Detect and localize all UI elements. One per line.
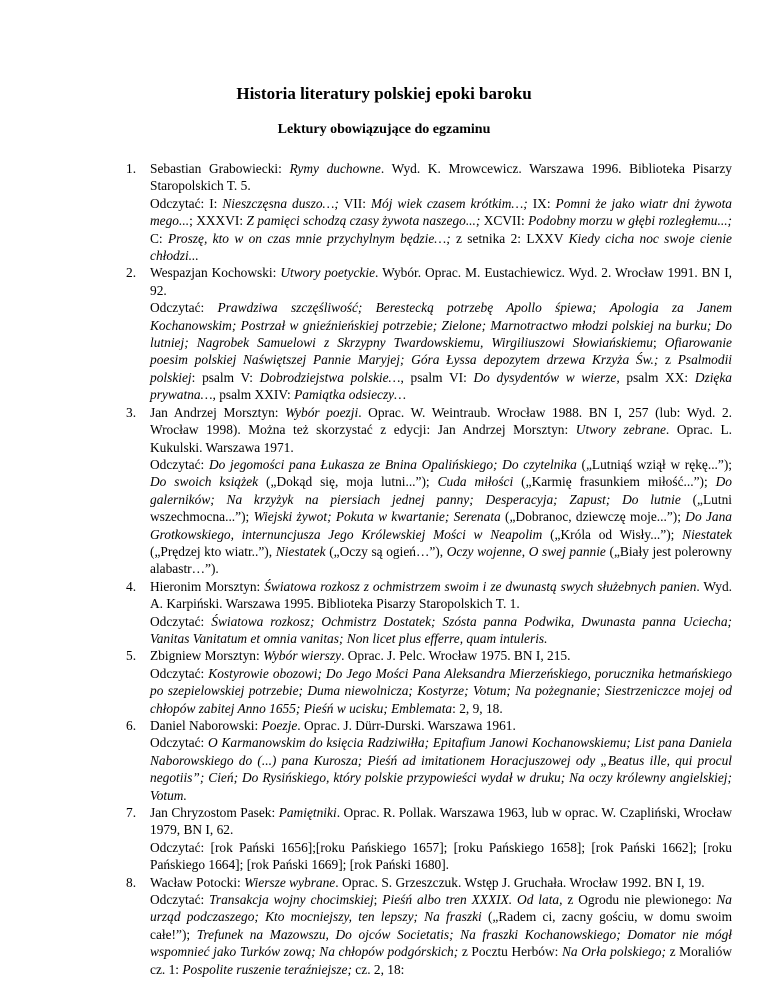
list-item-number: 4.	[126, 578, 137, 594]
list-item	[126, 717, 733, 804]
document-title: Historia literatury polskiej epoki baroku	[236, 84, 532, 103]
list-item	[126, 578, 733, 648]
list-item-number: 8.	[126, 874, 137, 890]
list-item-text: Hieronim Morsztyn: Światowa rozkosz z ochmistrzem swoim i ze dwunastą swych służebnych panien. Wyd. A. Karpiński. Warszawa 1995. Biblioteka Pisarzy Staropolskich T. 1. Odczytać: Światowa rozkosz; Ochmistrz Dostatek; Szósta panna Podwika, Dwunasta panna Uciecha; Vanitas Vanitatum et omnia vanitas; Non licet plus efferre, quam intuleris.	[150, 578, 733, 646]
list-item-text: Wacław Potocki: Wiersze wybrane. Oprac. S. Grzeszczuk. Wstęp J. Gruchała. Wrocław 1992. BN I, 19. Odczytać: Transakcja wojny chocimskiej; Pieśń albo tren XXXIX. Od lata, z Ogrodu nie plewionego: Na urząd podczaszego; Kto mocniejszy, ten lepszy; Na fraszki („Radem ci, zacny gościu, w domu swoim całe!”); Trefunek na Mazowszu, Do ojców Societatis; Na fraszki Kochanowskiego; Domator nie mógł wspomnieć jako Turków zową; Na chłopów podgórskich; z Pocztu Herbów: Na Orła polskiego; z Moraliów cz. 1: Pospolite ruszenie teraźniejsze; cz. 2, 18:	[150, 874, 732, 977]
list-item-text: Zbigniew Morsztyn: Wybór wierszy. Oprac. J. Pelc. Wrocław 1975. BN I, 215. Odczytać: Kostyrowie obozowi; Do Jego Mości Pana Aleksandra Mierzeńskiego, porucznika hetmańskiego po szepielowskiej potrzebie; Duma niewolnicza; Kostyrze; Votum; Na pożegnanie; Siestrzeniczce mojej od chłopów zabitej Anno 1655; Pieśń w ucisku; Emblemata: 2, 9, 18.	[150, 648, 732, 716]
list-item	[126, 404, 733, 578]
list-item	[126, 874, 732, 978]
list-item-number: 7.	[126, 805, 137, 821]
list-item-text: Daniel Naborowski: Poezje. Oprac. J. Dürr-Durski. Warszawa 1961. Odczytać: O Karmanowskim do księcia Radziwiłła; Epitafium Janowi Kochanowskiemu; List pana Daniela Naborowskiego do (...) pana Kurosza; Pieśń ad imitationem Horacjuszowej ody „Beatus ille, qui procul negotiis”; Cień; Do Rysińskiego, który polskie przypowieści wydał w druku; Na oczy królewny angielskiej; Votum.	[150, 718, 733, 803]
reading-list	[126, 160, 733, 978]
list-item-text: Jan Chryzostom Pasek: Pamiętniki. Oprac. R. Pollak. Warszawa 1963, lub w oprac. W. Czapliński, Wrocław 1979, BN I, 62. Odczytać: [rok Pański 1656];[roku Pańskiego 1657]; [roku Pańskiego 1658]; [rok Pański 1662]; [roku Pańskiego 1664]; [rok Pański 1669]; [rok Pański 1680].	[150, 805, 732, 873]
list-item-number: 5.	[126, 648, 137, 664]
list-item-number: 2.	[126, 265, 137, 281]
list-item-text: Sebastian Grabowiecki: Rymy duchowne. Wyd. K. Mrowcewicz. Warszawa 1996. Biblioteka Pisarzy Staropolskich T. 5. Odczytać: I: Nieszczęsna duszo…; VII: Mój wiek czasem krótkim…; IX: Pomni że jako wiatr dni żywota mego...; XXXVI: Z pamięci schodzą czasy żywota naszego...; XCVII: Podobny morzu w głębi rozległemu...; C: Proszę, kto w on czas mnie przychylnym będzie…; z setnika 2: LXXV Kiedy cicha noc swoje cienie chłodzi...	[150, 161, 733, 264]
list-item	[126, 264, 733, 403]
document-subtitle: Lektury obowiązujące do egzaminu	[277, 122, 491, 137]
list-item	[126, 647, 732, 717]
list-item-number: 3.	[126, 404, 137, 420]
list-item-number: 1.	[126, 161, 137, 176]
list-item-text: Jan Andrzej Morsztyn: Wybór poezji. Oprac. W. Weintraub. Wrocław 1988. BN I, 257 (lub: Wyd. 2. Wrocław 1998). Można też skorzystać z edycji: Jan Andrzej Morsztyn: Utwory zebrane. Oprac. L. Kukulski. Warszawa 1971. Odczytać: Do jegomości pana Łukasza ze Bnina Opalińskiego; Do czytelnika („Lutniąś wziął w rękę...”); Do swoich książek („Dokąd się, moja lutni...”); Cuda miłości („Karmię frasunkiem miłość...”); Do galerników; Na krzyżyk na piersiach jednej panny; Desperacyja; Zapust; Do lutnie („Lutni wszechmocna...”); Wiejski żywot; Pokuta w kwartanie; Serenata („Dobranoc, dziewczę moje...”); Do Jana Grotkowskiego, internuncjusza Jego Królewskiej Mości w Neapolim („Króla od Wisły...”); Niestatek („Prędzej kto wiatr..”), Niestatek („Oczy są ogień…”), Oczy wojenne, O swej pannie („Biały jest polerowny alabastr…”).	[150, 404, 733, 577]
list-item	[126, 804, 732, 874]
list-item	[126, 160, 733, 264]
list-item-number: 6.	[126, 718, 137, 733]
list-item-text: Wespazjan Kochowski: Utwory poetyckie. Wybór. Oprac. M. Eustachiewicz. Wyd. 2. Wrocław 1991. BN I, 92. Odczytać: Prawdziwa szczęśliwość; Berestecką potrzebę Apollo śpiewa; Apologia za Janem Kochanowskim; Postrzał w gnieźnieńskiej potrzebie; Zielone; Marnotractwo młodzi polskiej na burku; Do lutniej; Nagrobek Samuelowi z Skrzypny Twardowskiemu, Wirgiliuszowi Słowiańskiemu; Ofiarowanie poesim polskiej Naświętszej Pannie Maryjej; Góra Łyssa depozytem drzewa Krzyża Św.; z Psalmodii polskiej: psalm V: Dobrodziejstwa polskie…, psalm VI: Do dysydentów w wierze, psalm XX: Dzięka prywatna…, psalm XXIV: Pamiątka odsieczy…	[150, 265, 733, 403]
